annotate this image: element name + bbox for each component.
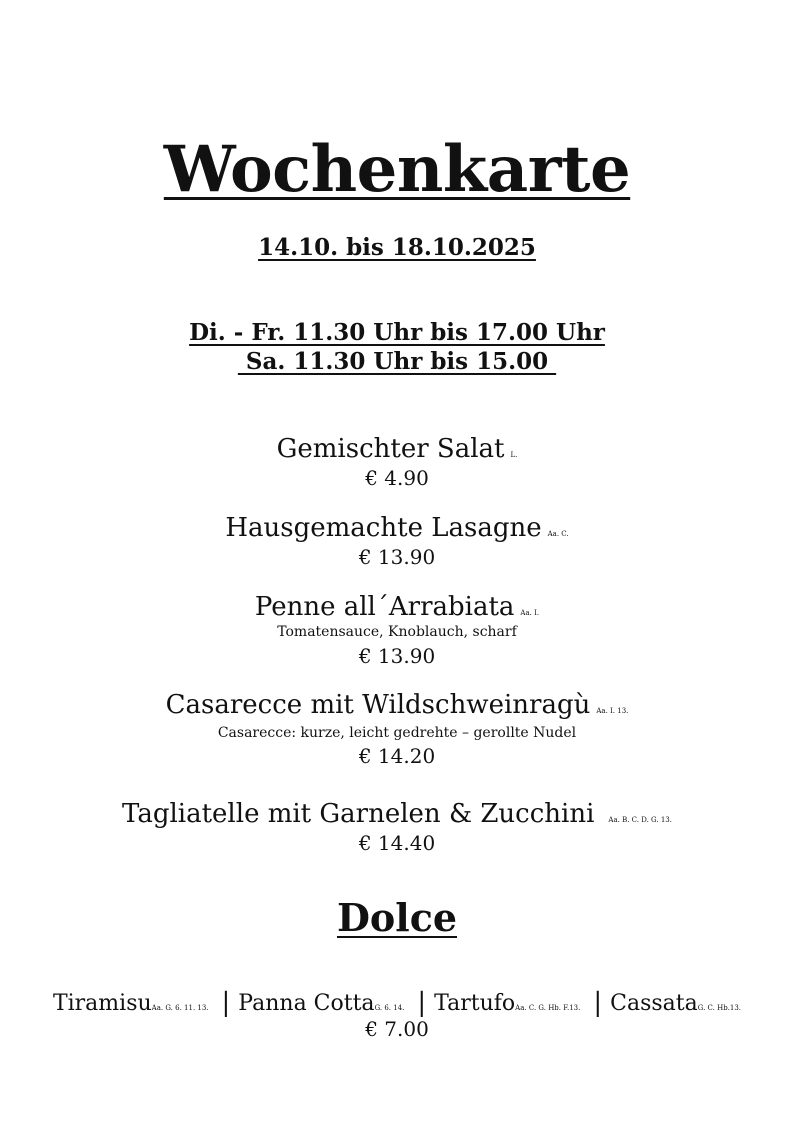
allergen-codes: Aa. I. 13.: [596, 707, 629, 715]
menu-item-description: Casarecce: kurze, leicht gedrehte – gerollte Nudel: [217, 725, 577, 741]
dish-name: Hausgemachte Lasagne: [225, 513, 542, 543]
menu-item-description: Tomatensauce, Knoblauch, scharf: [277, 624, 517, 640]
allergen-codes: G. 6. 14.: [374, 1004, 405, 1012]
separator: |: [593, 988, 603, 1018]
menu-item-price: € 14.20: [358, 744, 436, 768]
dolce-items: [0, 987, 794, 1017]
menu-item-price: € 13.90: [358, 644, 436, 668]
opening-hours: [0, 318, 794, 376]
menu-item-price: € 13.90: [358, 545, 436, 569]
menu-item-name: [0, 690, 794, 720]
dessert-name: Tiramisu: [52, 991, 152, 1016]
menu-item-name: [0, 434, 794, 464]
allergen-codes: Aa. C.: [547, 530, 569, 538]
opening-hours-weekday: Di. - Fr. 11.30 Uhr bis 17.00 Uhr: [189, 319, 605, 346]
page-title: Wochenkarte: [163, 132, 631, 207]
allergen-codes: Aa. C. G. Hb. F.13.: [515, 1004, 581, 1012]
dessert-name: Cassata: [610, 991, 698, 1016]
opening-hours-saturday: Sa. 11.30 Uhr bis 15.00: [237, 348, 557, 375]
allergen-codes: L.: [510, 451, 518, 459]
dolce-heading: Dolce: [336, 895, 458, 940]
menu-item-price: € 4.90: [365, 466, 429, 490]
allergen-codes: Aa. I.: [520, 609, 540, 617]
allergen-codes: Aa. B. C. D. G. 13.: [608, 816, 672, 824]
dessert-name: Tartufo: [434, 991, 516, 1016]
dessert-name: Panna Cotta: [238, 991, 375, 1016]
dish-name: Tagliatelle mit Garnelen & Zucchini: [122, 799, 595, 829]
date-range: 14.10. bis 18.10.2025: [258, 234, 536, 261]
menu-item-name: [0, 513, 794, 543]
dolce-price: € 7.00: [365, 1017, 429, 1041]
dish-name: Casarecce mit Wildschweinragù: [165, 690, 591, 720]
menu-item-name: [0, 799, 794, 829]
separator: |: [221, 988, 231, 1018]
dish-name: Gemischter Salat: [276, 434, 505, 464]
allergen-codes: Aa. G. 6. 11. 13.: [151, 1004, 209, 1012]
menu-item-name: [0, 592, 794, 622]
dish-name: Penne all´Arrabiata: [254, 592, 515, 622]
menu-item-price: € 14.40: [358, 831, 436, 855]
separator: |: [417, 988, 427, 1018]
allergen-codes: G. C. Hb.13.: [697, 1004, 742, 1012]
